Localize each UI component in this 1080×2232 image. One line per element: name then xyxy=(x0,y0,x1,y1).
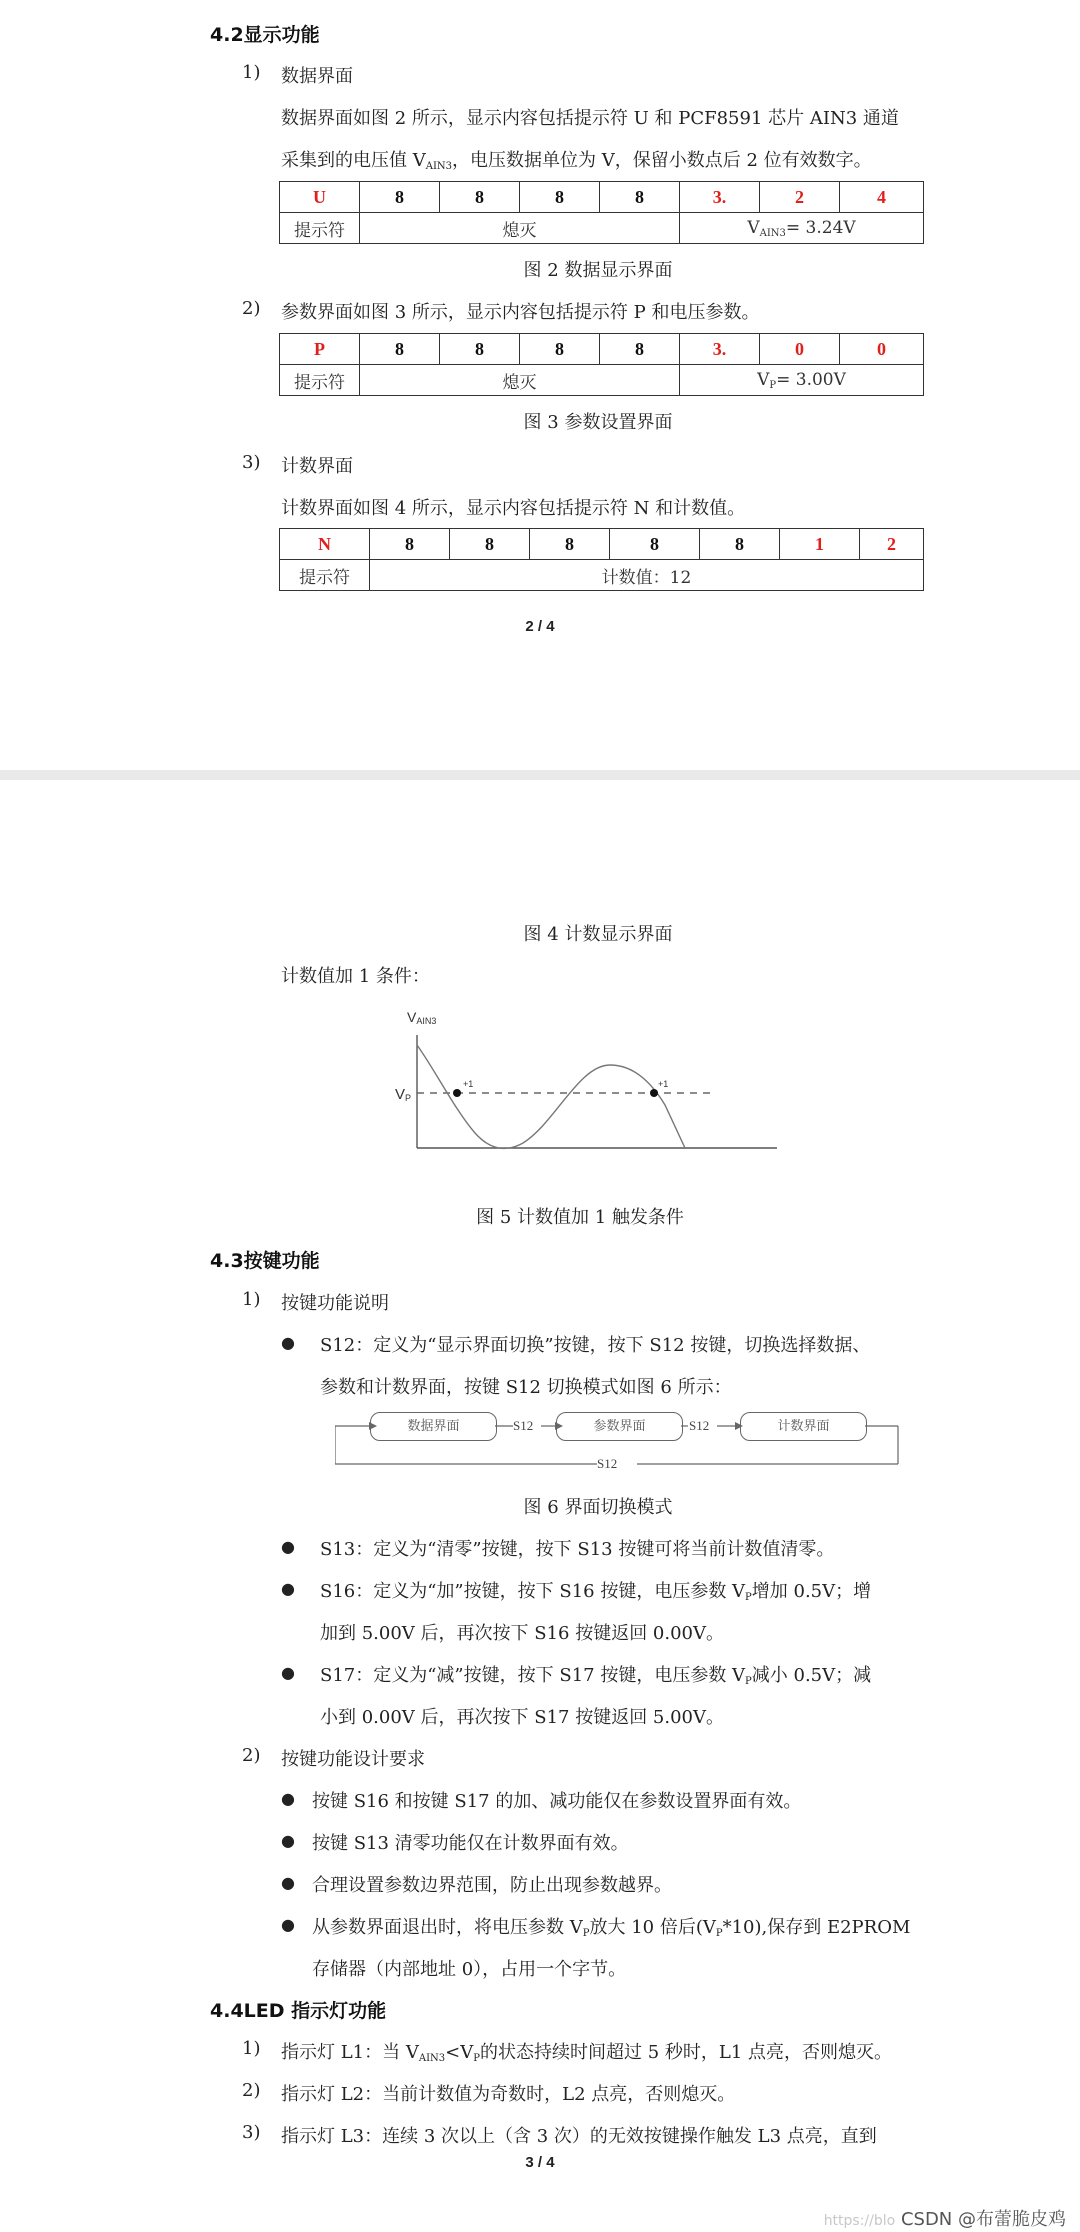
paragraph-line: 指示灯 L2：当前计数值为奇数时，L2 点亮，否则熄灭。 xyxy=(281,2084,736,2105)
figure-caption-3: 图 3 参数设置界面 xyxy=(523,412,673,433)
item-title-data-ui: 数据界面 xyxy=(281,66,353,87)
y-axis-label: VAIN3 xyxy=(407,1009,437,1026)
csdn-watermark: https://blo CSDN @布蕾脆皮鸡 xyxy=(823,2209,1066,2230)
item-title-count-ui: 计数界面 xyxy=(281,456,353,477)
segment-cell: 8 xyxy=(450,529,530,560)
paragraph-line: S13：定义为“清零”按键，按下 S13 按键可将当前计数值清零。 xyxy=(320,1539,835,1560)
paragraph-line: S16：定义为“加”按键，按下 S16 按键，电压参数 VP增加 0.5V；增 xyxy=(320,1581,872,1603)
bullet-icon: ● xyxy=(281,1831,295,1850)
item-number: 2) xyxy=(242,1745,261,1766)
flow-return-label: S12 xyxy=(597,1456,618,1471)
segment-cell: 1 xyxy=(780,529,860,560)
param-display-table xyxy=(279,333,924,396)
prompt-label-cell: 提示符 xyxy=(280,560,370,591)
paragraph-line: 参数和计数界面，按键 S12 切换模式如图 6 所示： xyxy=(320,1377,732,1398)
paragraph-line: 存储器（内部地址 0），占用一个字节。 xyxy=(312,1959,627,1980)
figure-caption-2: 图 2 数据显示界面 xyxy=(523,260,673,281)
data-display-table xyxy=(279,181,924,244)
segment-cell: 8 xyxy=(600,182,680,213)
bullet-icon: ● xyxy=(281,1579,295,1598)
item-title: 按键功能说明 xyxy=(281,1293,389,1314)
segment-cell: P xyxy=(280,334,360,365)
paragraph-line: 按键 S16 和按键 S17 的加、减功能仅在参数设置界面有效。 xyxy=(312,1791,802,1812)
item-number: 2) xyxy=(242,2080,261,2101)
flow-box-data-ui: 数据界面 xyxy=(370,1412,497,1441)
figure-caption-4: 图 4 计数显示界面 xyxy=(523,924,673,945)
paragraph-line: S17：定义为“减”按键，按下 S17 按键，电压参数 VP减小 0.5V；减 xyxy=(320,1665,872,1687)
off-cell: 熄灭 xyxy=(360,213,680,244)
trigger-point xyxy=(453,1089,461,1097)
figure-caption-6: 图 6 界面切换模式 xyxy=(523,1497,673,1518)
section-heading-4-4: 4.4LED 指示灯功能 xyxy=(210,2000,387,2022)
segment-cell: 4 xyxy=(840,182,924,213)
segment-cell: 8 xyxy=(610,529,700,560)
page-number: 3 / 4 xyxy=(525,2154,555,2171)
item-number: 2) xyxy=(242,298,261,319)
segment-cell: 8 xyxy=(440,334,520,365)
paragraph-line: 小到 0.00V 后，再次按下 S17 按键返回 5.00V。 xyxy=(320,1707,724,1728)
segment-cell: 2 xyxy=(760,182,840,213)
item-number: 3) xyxy=(242,452,261,473)
paragraph-line: 加到 5.00V 后，再次按下 S16 按键返回 0.00V。 xyxy=(320,1623,724,1644)
segment-cell: 3. xyxy=(680,182,760,213)
segment-cell: 8 xyxy=(440,182,520,213)
value-cell: VP= 3.00V xyxy=(680,365,924,396)
paragraph-line: 指示灯 L3：连续 3 次以上（含 3 次）的无效按键操作触发 L3 点亮，直到 xyxy=(281,2126,877,2147)
paragraph-line: 参数界面如图 3 所示，显示内容包括提示符 P 和电压参数。 xyxy=(281,302,760,323)
segment-cell: 0 xyxy=(760,334,840,365)
segment-cell: 8 xyxy=(520,182,600,213)
item-title: 按键功能设计要求 xyxy=(281,1749,425,1770)
paragraph-line: 从参数界面退出时，将电压参数 VP放大 10 倍后(VP*10),保存到 E2PROM xyxy=(312,1917,911,1939)
bullet-icon: ● xyxy=(281,1789,295,1808)
prompt-label-cell: 提示符 xyxy=(280,213,360,244)
segment-cell: U xyxy=(280,182,360,213)
document-page-3 xyxy=(0,780,1080,2232)
prompt-label-cell: 提示符 xyxy=(280,365,360,396)
bullet-icon: ● xyxy=(281,1873,295,1892)
item-number: 1) xyxy=(242,2038,261,2059)
segment-cell: 3. xyxy=(680,334,760,365)
segment-cell: 2 xyxy=(860,529,924,560)
paragraph-line: 采集到的电压值 VAIN3，电压数据单位为 V，保留小数点后 2 位有效数字。 xyxy=(281,150,872,172)
segment-cell: 8 xyxy=(520,334,600,365)
item-number: 3) xyxy=(242,2122,261,2143)
document-page-2 xyxy=(0,0,1080,770)
paragraph-line: 合理设置参数边界范围，防止出现参数越界。 xyxy=(312,1875,672,1896)
flow-arrow-label: S12 xyxy=(689,1418,710,1433)
segment-cell: 8 xyxy=(700,529,780,560)
segment-cell: 8 xyxy=(530,529,610,560)
bullet-icon: ● xyxy=(281,1333,295,1352)
count-value-cell: 计数值：12 xyxy=(370,560,924,591)
vp-label: VP xyxy=(395,1086,412,1103)
bullet-icon: ● xyxy=(281,1663,295,1682)
count-display-table xyxy=(279,528,924,591)
segment-cell: 8 xyxy=(360,182,440,213)
paragraph-line: S12：定义为“显示界面切换”按键，按下 S12 按键，切换选择数据、 xyxy=(320,1335,871,1356)
value-cell: VAIN3= 3.24V xyxy=(680,213,924,244)
item-number: 1) xyxy=(242,1289,261,1310)
plus-one-label: +1 xyxy=(658,1079,669,1089)
paragraph-line: 指示灯 L1：当 VAIN3<VP的状态持续时间超过 5 秒时，L1 点亮，否则熄灭。 xyxy=(281,2042,893,2064)
paragraph-line: 计数界面如图 4 所示，显示内容包括提示符 N 和计数值。 xyxy=(281,498,746,519)
flow-box-param-ui: 参数界面 xyxy=(556,1412,683,1441)
paragraph-line: 数据界面如图 2 所示，显示内容包括提示符 U 和 PCF8591 芯片 AIN3 通道 xyxy=(281,108,899,129)
segment-cell: 0 xyxy=(840,334,924,365)
paragraph-line: 计数值加 1 条件： xyxy=(281,966,430,987)
section-heading-4-3: 4.3按键功能 xyxy=(210,1250,320,1272)
figure-caption-5: 图 5 计数值加 1 触发条件 xyxy=(476,1207,684,1228)
paragraph-line: 按键 S13 清零功能仅在计数界面有效。 xyxy=(312,1833,629,1854)
trigger-condition-graph xyxy=(395,1005,785,1170)
plus-one-label: +1 xyxy=(463,1079,474,1089)
page-number: 2 / 4 xyxy=(525,618,555,635)
bullet-icon: ● xyxy=(281,1915,295,1934)
segment-cell: 8 xyxy=(600,334,680,365)
flow-arrow-label: S12 xyxy=(513,1418,534,1433)
flow-box-count-ui: 计数界面 xyxy=(740,1412,867,1441)
segment-cell: 8 xyxy=(360,334,440,365)
page-separator xyxy=(0,770,1080,780)
trigger-point xyxy=(650,1089,658,1097)
bullet-icon: ● xyxy=(281,1537,295,1556)
off-cell: 熄灭 xyxy=(360,365,680,396)
segment-cell: N xyxy=(280,529,370,560)
item-number: 1) xyxy=(242,62,261,83)
segment-cell: 8 xyxy=(370,529,450,560)
section-heading-4-2: 4.2显示功能 xyxy=(210,24,320,46)
